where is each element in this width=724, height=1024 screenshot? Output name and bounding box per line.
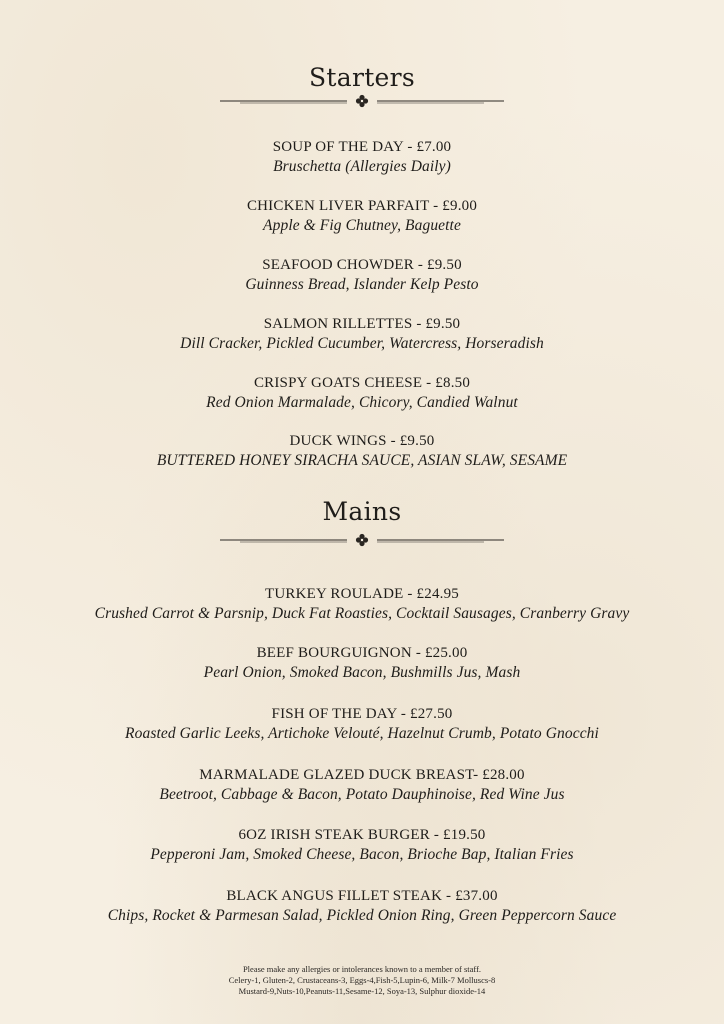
item-description: Roasted Garlic Leeks, Artichoke Velouté, Hazelnut Crumb, Potato Gnocchi bbox=[125, 725, 599, 742]
item-description: Beetroot, Cabbage & Bacon, Potato Dauphinoise, Red Wine Jus bbox=[159, 786, 565, 803]
allergen-notice-line: Please make any allergies or intolerances known to a member of staff. bbox=[242, 964, 482, 974]
menu-item bbox=[0, 256, 724, 294]
fleuron-divider-icon bbox=[220, 533, 504, 547]
item-title: FISH OF THE DAY - £27.50 bbox=[271, 706, 453, 722]
item-description: Guinness Bread, Islander Kelp Pesto bbox=[245, 276, 479, 293]
menu-item bbox=[0, 197, 724, 235]
item-title: BLACK ANGUS FILLET STEAK - £37.00 bbox=[226, 888, 498, 904]
item-title: SOUP OF THE DAY - £7.00 bbox=[272, 139, 452, 155]
item-title: 6OZ IRISH STEAK BURGER - £19.50 bbox=[238, 827, 486, 843]
menu-item bbox=[0, 887, 724, 925]
starters-heading: Starters bbox=[308, 63, 416, 92]
item-title: SEAFOOD CHOWDER - £9.50 bbox=[262, 257, 462, 273]
menu-item bbox=[0, 644, 724, 682]
item-description: Crushed Carrot & Parsnip, Duck Fat Roasties, Cocktail Sausages, Cranberry Gravy bbox=[94, 605, 630, 622]
menu-item bbox=[0, 826, 724, 864]
mains-heading: Mains bbox=[322, 497, 402, 526]
item-title: CHICKEN LIVER PARFAIT - £9.00 bbox=[246, 198, 478, 214]
item-description: Red Onion Marmalade, Chicory, Candied Walnut bbox=[206, 394, 518, 411]
item-title: BEEF BOURGUIGNON - £25.00 bbox=[256, 645, 468, 661]
item-title: DUCK WINGS - £9.50 bbox=[289, 433, 435, 449]
item-description: Apple & Fig Chutney, Baguette bbox=[263, 217, 461, 234]
allergen-list-line: Celery-1, Gluten-2, Crustaceans-3, Eggs-4,Fish-5,Lupin-6, Milk-7 Molluscs-8 bbox=[228, 975, 496, 985]
menu-item bbox=[0, 138, 724, 176]
allergen-notice bbox=[0, 964, 724, 997]
menu-item bbox=[0, 585, 724, 623]
item-title: MARMALADE GLAZED DUCK BREAST- £28.00 bbox=[199, 767, 525, 783]
menu-item bbox=[0, 315, 724, 353]
item-description: Pepperoni Jam, Smoked Cheese, Bacon, Brioche Bap, Italian Fries bbox=[150, 846, 574, 863]
allergen-list-line: Mustard-9,Nuts-10,Peanuts-11,Sesame-12, Soya-13, Sulphur dioxide-14 bbox=[238, 986, 486, 996]
menu-item bbox=[0, 432, 724, 470]
fleuron-divider-icon bbox=[220, 94, 504, 108]
item-title: TURKEY ROULADE - £24.95 bbox=[264, 586, 460, 602]
item-description: Bruschetta (Allergies Daily) bbox=[273, 158, 451, 175]
item-title: SALMON RILLETTES - £9.50 bbox=[263, 316, 461, 332]
menu-item bbox=[0, 766, 724, 804]
item-title: CRISPY GOATS CHEESE - £8.50 bbox=[253, 375, 471, 391]
item-description: Pearl Onion, Smoked Bacon, Bushmills Jus, Mash bbox=[203, 664, 521, 681]
menu-item bbox=[0, 374, 724, 412]
menu-item bbox=[0, 705, 724, 743]
item-description: BUTTERED HONEY SIRACHA SAUCE, ASIAN SLAW, SESAME bbox=[156, 452, 568, 469]
item-description: Chips, Rocket & Parmesan Salad, Pickled Onion Ring, Green Peppercorn Sauce bbox=[107, 907, 617, 924]
item-description: Dill Cracker, Pickled Cucumber, Watercress, Horseradish bbox=[180, 335, 544, 352]
